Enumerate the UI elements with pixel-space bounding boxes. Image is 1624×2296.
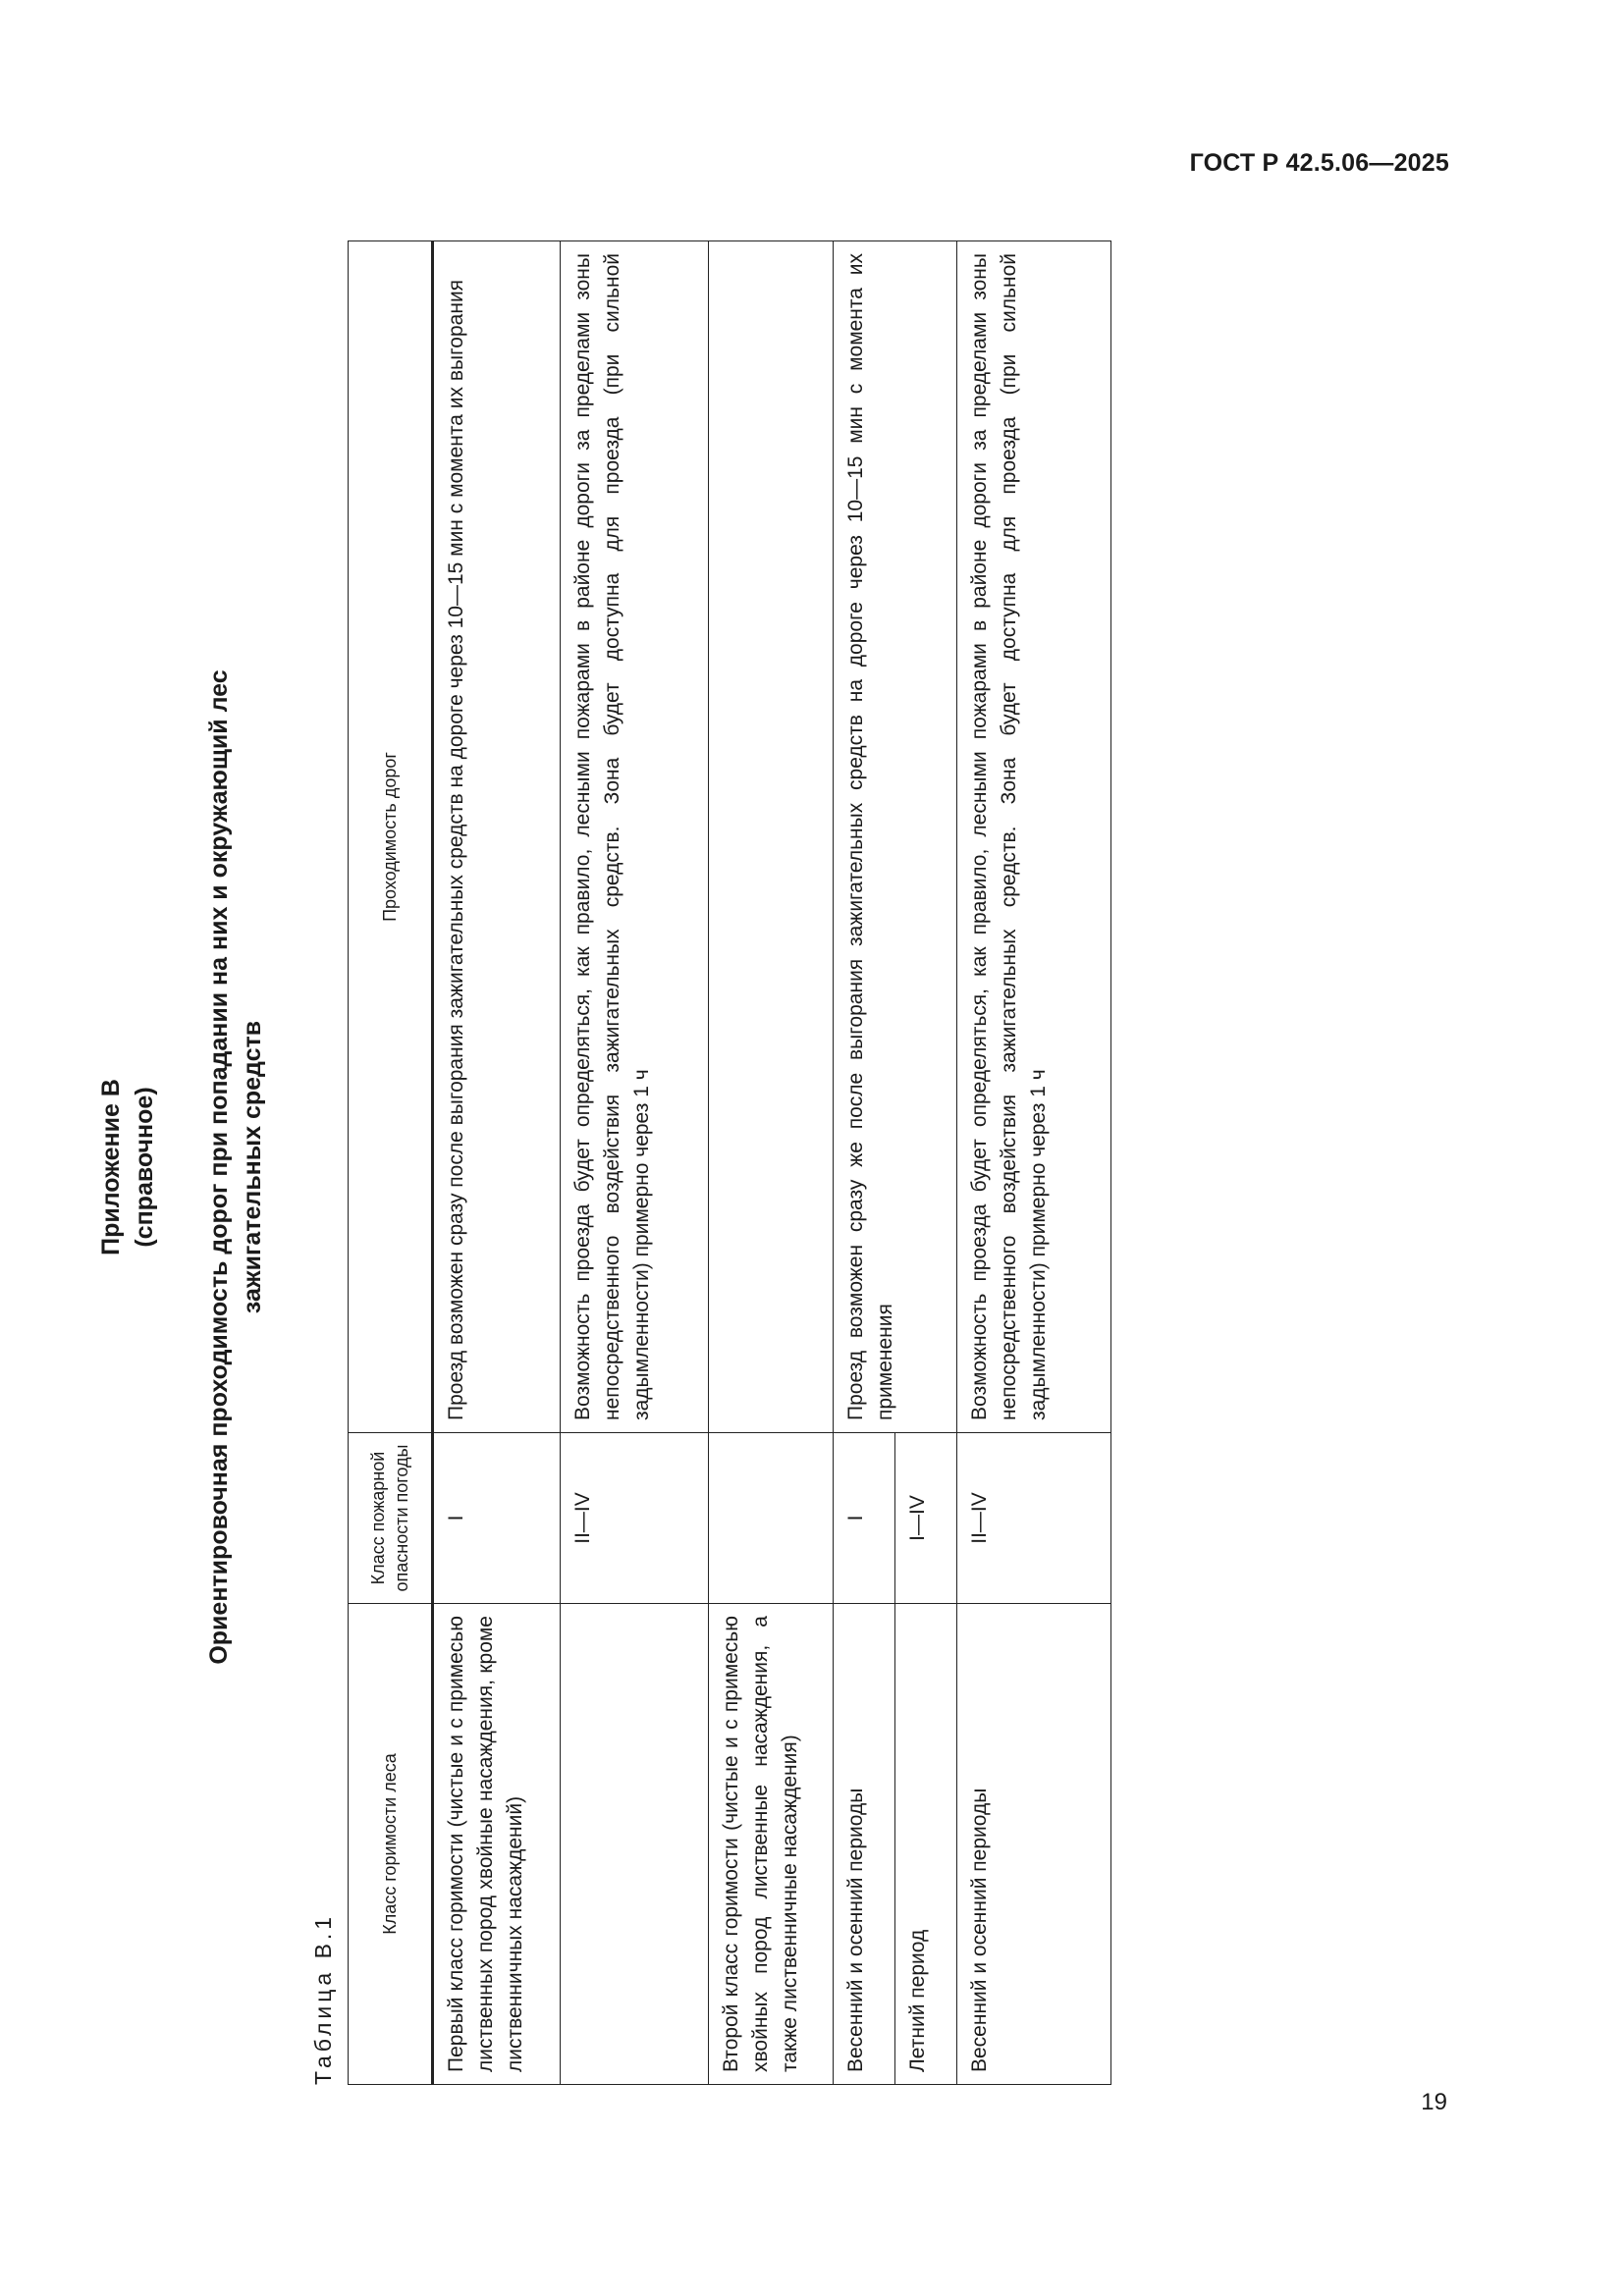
- table-header-row: [349, 241, 433, 2085]
- heading-line-1: Ориентировочная проходимость дорог при попадании на них и окружающий лес: [205, 669, 233, 1665]
- cell-passability: [709, 241, 834, 1433]
- standard-code: ГОСТ Р 42.5.06—2025: [1189, 149, 1449, 177]
- cell-weather-class: [709, 1433, 834, 1604]
- cell-weather-class: I—IV: [895, 1433, 957, 1604]
- cell-weather-class: I: [834, 1433, 895, 1604]
- table-row: [433, 241, 561, 2085]
- cell-forest-class: Первый класс горимости (чистые и с примесью лиственных пород хвойные насаждения, кроме лиственничных насаждений): [433, 1604, 561, 2085]
- cell-weather-class: I: [433, 1433, 561, 1604]
- column-header-passability: Проходимость дорог: [349, 241, 433, 1433]
- column-header-forest-class: Класс горимости леса: [349, 1604, 433, 2085]
- column-header-weather-class: Класс пожарной опасности погоды: [349, 1433, 433, 1604]
- cell-forest-class: [561, 1604, 709, 2085]
- cell-passability: Возможность проезда будет определяться, как правило, лесными пожарами в районе дороги за пределами зоны непосредственного воздействия зажигательных средств. Зона будет доступна для проезда (при сильной задымленности) примерно через 1 ч: [957, 241, 1111, 1433]
- cell-forest-class: Весенний и осенний периоды: [834, 1604, 895, 2085]
- table-row: [709, 241, 834, 2085]
- page-number: 19: [1421, 2089, 1447, 2115]
- cell-forest-class: Летний период: [895, 1604, 957, 2085]
- table-row: [561, 241, 709, 2085]
- passability-table: [348, 240, 1111, 2085]
- table-caption: Таблица В.1: [310, 1912, 336, 2085]
- cell-forest-class: Второй класс горимости (чистые и с примесью хвойных пород лиственные насаждения, а также лиственничные насаждения): [709, 1604, 834, 2085]
- appendix-title: Приложение В: [97, 1079, 125, 1255]
- table-row: [957, 241, 1111, 2085]
- table-row: [834, 241, 895, 2085]
- cell-passability: Проезд возможен сразу после выгорания зажигательных средств на дороге через 10—15 мин с момента их выгорания: [433, 241, 561, 1433]
- cell-weather-class: II—IV: [957, 1433, 1111, 1604]
- appendix-subtitle: (справочное): [131, 1087, 158, 1248]
- cell-passability: Проезд возможен сразу же после выгорания зажигательных средств на дороге через 10—15 мин с момента их применения: [834, 241, 957, 1433]
- cell-forest-class: Весенний и осенний периоды: [957, 1604, 1111, 2085]
- cell-passability: Возможность проезда будет определяться, как правило, лесными пожарами в районе дороги за пределами зоны непосредственного воздействия зажигательных средств. Зона будет доступна для проезда (при сильной задымленности) примерно через 1 ч: [561, 241, 709, 1433]
- heading-line-2: зажигательных средств: [239, 1020, 266, 1314]
- rotated-content: [94, 220, 1528, 2114]
- appendix-header: [94, 220, 161, 2114]
- section-heading: [202, 220, 269, 2114]
- cell-weather-class: II—IV: [561, 1433, 709, 1604]
